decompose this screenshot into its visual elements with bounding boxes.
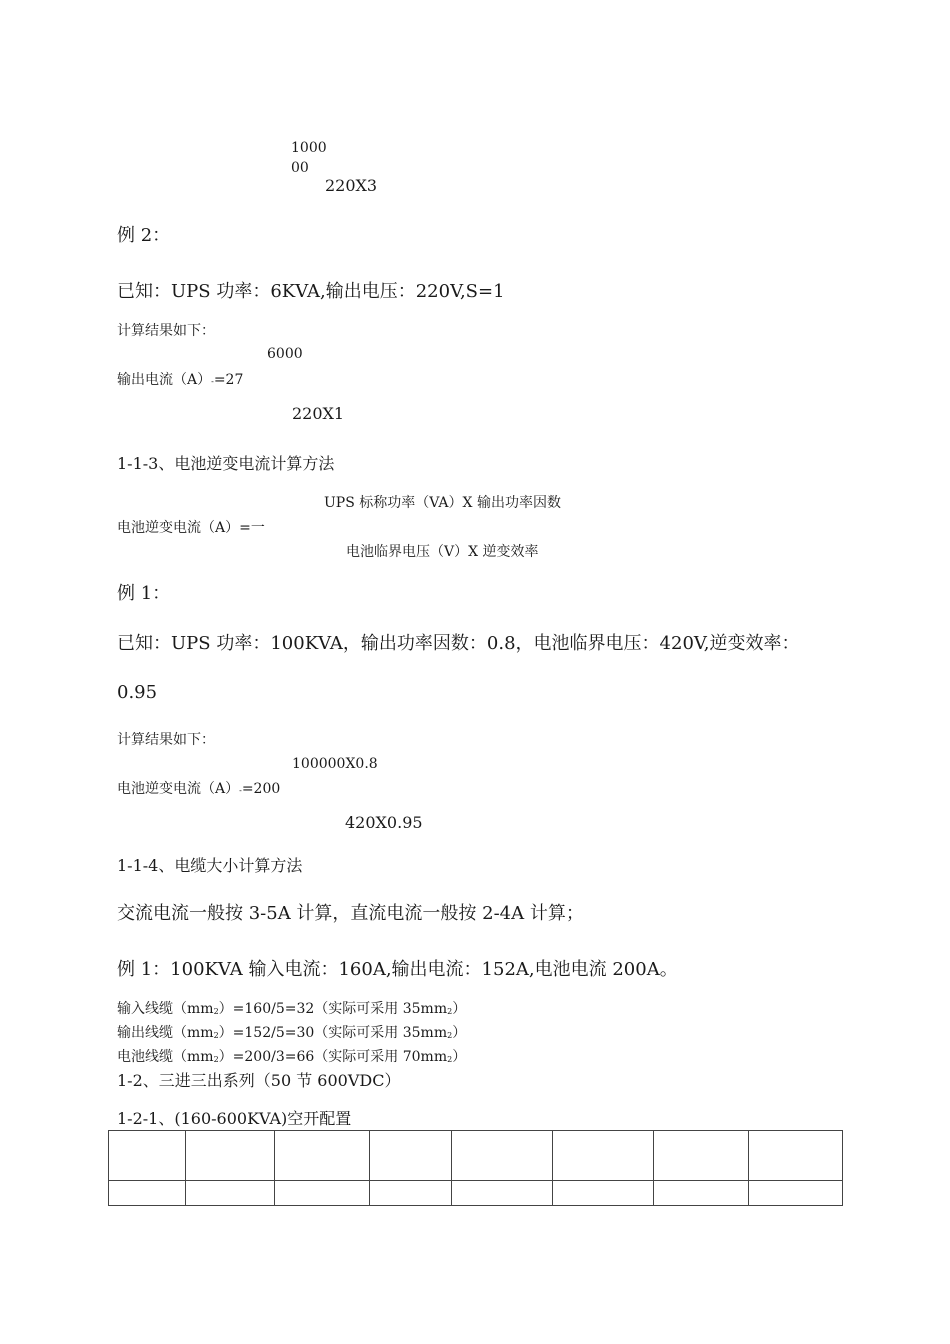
cable-battery-sub2: 2: [447, 1055, 453, 1064]
cable-battery-mid: ）=200/3=66（实际可采用 70mm: [218, 1049, 448, 1065]
example2-given: 已知：UPS 功率：6KVA,输出电压：220V,S=1: [117, 281, 505, 302]
cable-line-input: [117, 1002, 466, 1016]
table-row: [109, 1131, 843, 1181]
section-1-1-4-title: 1-1-4、电缆大小计算方法: [117, 856, 303, 875]
section-1-1-3-formula-denominator: 电池临界电压（V）X 逆变效率: [346, 544, 539, 560]
cable-input-mid: ）=160/5=32（实际可采用 35mm: [218, 1001, 448, 1017]
table-cell: [109, 1131, 186, 1181]
table-cell: [452, 1131, 553, 1181]
cable-battery-pre: 电池线缆（mm: [117, 1049, 214, 1065]
table-cell: [186, 1131, 275, 1181]
ex1-denominator: 220X3: [325, 176, 378, 195]
section-1-2-1-title: 1-2-1、(160-600KVA)空开配置: [117, 1109, 352, 1128]
cable-battery-post: ）: [452, 1049, 467, 1065]
cable-output-post: ）: [452, 1025, 467, 1041]
example2-result-intro: 计算结果如下：: [117, 323, 215, 339]
table-cell: [452, 1181, 553, 1206]
section-1-1-3-numerator: 100000X0.8: [292, 756, 378, 772]
section-1-1-4-rule: 交流电流一般按 3-5A 计算，直流电流一般按 2-4A 计算；: [117, 903, 584, 924]
section-1-1-3-denominator: 420X0.95: [345, 813, 423, 832]
cable-output-mid: ）=152/5=30（实际可采用 35mm: [218, 1025, 448, 1041]
section-1-1-3-lhs: 电池逆变电流（A）: [117, 781, 240, 797]
cable-output-sub2: 2: [447, 1031, 453, 1040]
section-1-1-3-formula-lhs: 电池逆变电流（A）=一: [117, 520, 265, 536]
section-1-2-title: 1-2、三进三出系列（50 节 600VDC）: [117, 1071, 401, 1090]
example2-denominator: 220X1: [292, 404, 345, 423]
section-1-1-3-formula-line: [117, 782, 280, 796]
cable-output-pre: 输出线缆（mm: [117, 1025, 214, 1041]
example2-lhs: 输出电流（A）: [117, 372, 212, 388]
section-1-1-4-example: 例 1：100KVA 输入电流：160A,输出电流：152A,电池电流 200A。: [117, 959, 678, 980]
cable-output-sub: 2: [213, 1031, 219, 1040]
cable-input-pre: 输入线缆（mm: [117, 1001, 214, 1017]
section-1-1-3-example-heading: 例 1：: [117, 583, 171, 604]
table-cell: [186, 1181, 275, 1206]
section-1-1-3-rhs: =200: [241, 781, 281, 797]
cable-line-output: [117, 1026, 466, 1040]
table-row: [109, 1181, 843, 1206]
section-1-1-3-title: 1-1-3、电池逆变电流计算方法: [117, 454, 335, 473]
section-1-1-3-formula-numerator: UPS 标称功率（VA）X 输出功率因数: [324, 495, 561, 511]
table-cell: [553, 1131, 654, 1181]
cable-battery-sub: 2: [213, 1055, 219, 1064]
example2-heading: 例 2：: [117, 225, 171, 246]
breaker-config-table: [108, 1130, 843, 1206]
section-1-1-3-given-line2: 0.95: [117, 682, 158, 703]
example2-numerator: 6000: [267, 346, 303, 362]
example2-fraction-bar: -: [211, 377, 214, 386]
section-1-1-3-given-line1: 已知：UPS 功率：100KVA，输出功率因数：0.8，电池临界电压：420V,逆变效率：: [117, 633, 800, 654]
cable-input-sub: 2: [213, 1007, 219, 1016]
table-cell: [749, 1181, 843, 1206]
table-cell: [370, 1181, 452, 1206]
table-cell: [749, 1131, 843, 1181]
cable-input-post: ）: [452, 1001, 467, 1017]
table-cell: [275, 1131, 370, 1181]
ex1-numerator-line1: 1000: [291, 140, 327, 156]
table-cell: [654, 1181, 749, 1206]
section-1-1-3-fraction-bar: -: [239, 786, 242, 795]
table-cell: [109, 1181, 186, 1206]
table-cell: [370, 1131, 452, 1181]
example2-rhs: =27: [213, 372, 244, 388]
ex1-numerator-line2: 00: [291, 160, 309, 176]
cable-line-battery: [117, 1050, 466, 1064]
example2-formula-line: [117, 373, 243, 387]
cable-input-sub2: 2: [447, 1007, 453, 1016]
table-cell: [553, 1181, 654, 1206]
table-cell: [654, 1131, 749, 1181]
section-1-1-3-result-intro: 计算结果如下：: [117, 732, 215, 748]
table-cell: [275, 1181, 370, 1206]
